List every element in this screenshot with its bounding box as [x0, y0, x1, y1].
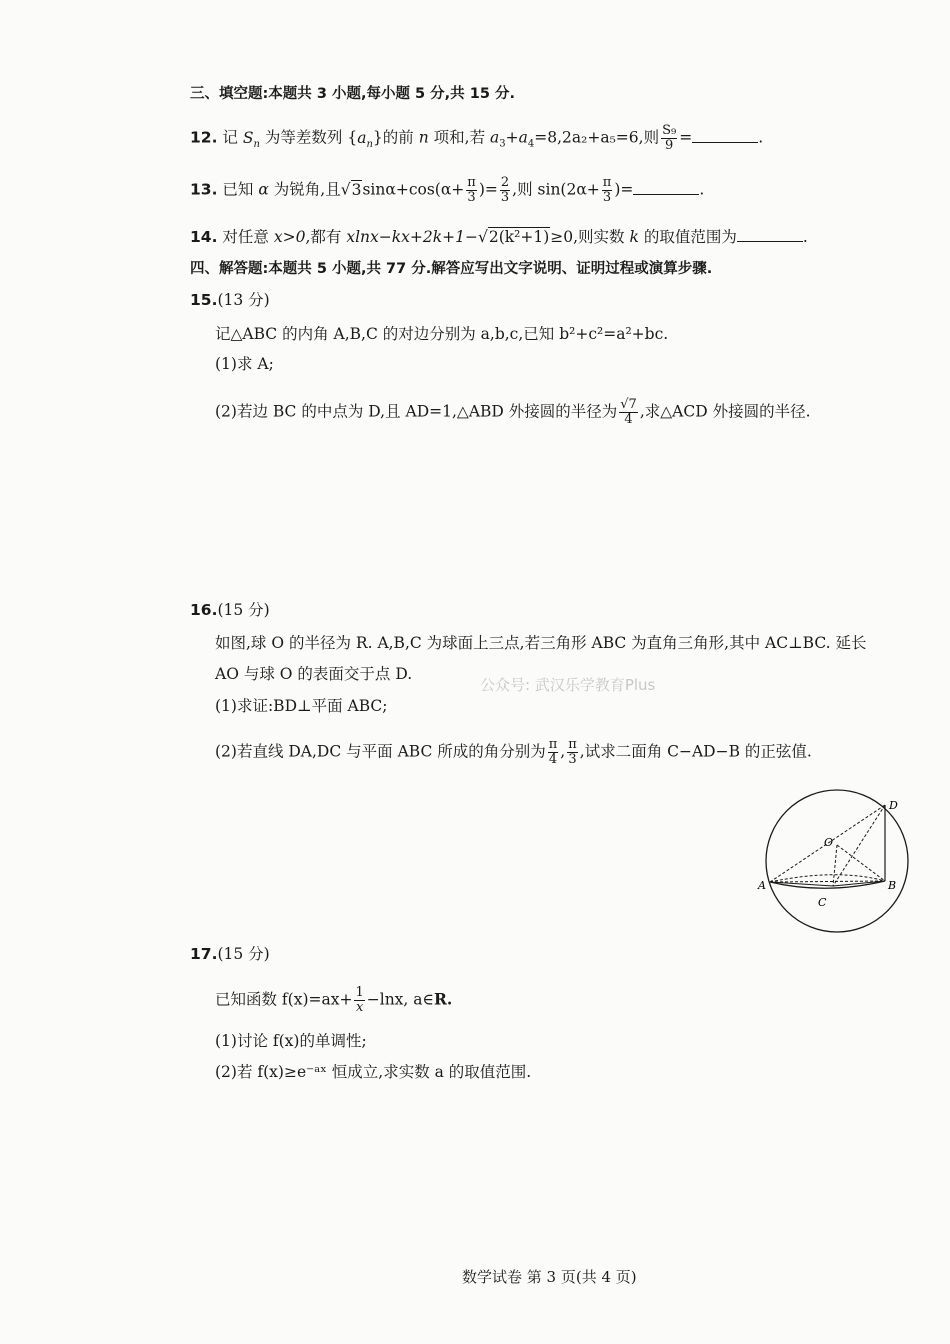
- sqrt: 3: [351, 180, 362, 199]
- answer-blank: [692, 128, 758, 143]
- q13-text: )=: [614, 180, 634, 199]
- q16-stem-1: 如图,球 O 的半径为 R. A,B,C 为球面上三点,若三角形 ABC 为直角三角形,其中 AC⊥BC. 延长: [215, 634, 867, 652]
- score: (13 分): [217, 291, 270, 309]
- section-4-title: 四、解答题:本题共 5 小题,共 77 分.解答应写出文字说明、证明过程或演算步骤.: [190, 261, 713, 277]
- fraction: $\frac{2}{3}$: [500, 175, 510, 205]
- q13-text: 已知: [222, 180, 254, 199]
- q16-part-1: (1)求证:BD⊥平面 ABC;: [215, 697, 388, 715]
- question-number: 17.: [190, 945, 218, 963]
- q15-part-1: (1)求 A;: [215, 355, 274, 373]
- q13-text: ,则 sin(2α+: [512, 180, 600, 199]
- segment-dc: [833, 805, 885, 886]
- q17-part-2: (2)若 f(x)≥e⁻ᵃˣ 恒成立,求实数 a 的取值范围.: [215, 1063, 532, 1081]
- sqrt: 2(k²+1): [488, 228, 550, 246]
- question-13: 13. 已知 α 为锐角,且√3sinα+cos(α+ $\frac{\pi}{3}$ )= $\frac{2}{3}$ ,则 sin(2α+ $\frac{\pi}{3}$ )= .: [190, 175, 705, 205]
- q16-part-2: (2)若直线 DA,DC 与平面 ABC 所成的角分别为 $\frac{\pi}{4}$ , $\frac{\pi}{3}$ ,试求二面角 C−AD−B 的正弦值.: [215, 737, 812, 767]
- q17-part-1: (1)讨论 f(x)的单调性;: [215, 1032, 367, 1050]
- question-number: 14.: [190, 228, 218, 246]
- question-12: 12. 记 $S_n$ 为等差数列 $\{a_n\}$的前 n 项和,若 $a_3+a_4=8,2a_2+a_5=6$,则 $\frac{\text{S₉}}{9}$ = .: [190, 123, 764, 153]
- answer-blank: [737, 227, 803, 242]
- q16-stem-2: AO 与球 O 的表面交于点 D.: [215, 665, 413, 683]
- question-number: 16.: [190, 601, 218, 619]
- question-14: 14. 对任意 x>0,都有 xlnx−kx+2k+1−√2(k²+1)≥0,则实数 k 的取值范围为 .: [190, 228, 808, 246]
- q14-var: k: [629, 228, 639, 246]
- q12-condition: =8,2a₂+a₅=6,则: [534, 128, 660, 147]
- label-d: D: [889, 799, 898, 812]
- segment-ob: [837, 845, 885, 881]
- fraction: $\frac{\pi}{4}$: [548, 737, 558, 767]
- q14-text: 的取值范围为: [643, 228, 737, 246]
- q14-text: ,都有: [305, 228, 342, 246]
- question-number: 15.: [190, 291, 218, 309]
- watermark: 公众号: 武汉乐学教育Plus: [480, 676, 656, 694]
- sphere-figure: [755, 775, 915, 935]
- q14-text: ≥0,则实数: [550, 228, 625, 246]
- question-16-header: [190, 598, 270, 622]
- label-b: B: [888, 879, 897, 892]
- score: (15 分): [217, 601, 270, 619]
- label-o: O: [824, 836, 834, 849]
- q13-text: )=: [478, 180, 498, 199]
- fraction: $\frac{\pi}{3}$: [602, 175, 612, 205]
- q12-text: 为等差数列: [264, 128, 343, 147]
- answer-blank: [633, 180, 699, 195]
- fraction: $\frac{\pi}{3}$: [467, 175, 476, 205]
- q14-condition: x>0: [273, 228, 306, 246]
- question-17-header: [190, 942, 270, 966]
- segment-ab: [770, 881, 885, 882]
- q15-part-2: (2)若边 BC 的中点为 D,且 AD=1,△ABD 外接圆的半径为 $\frac{√7}{4}$ ,求△ACD 外接圆的半径.: [215, 397, 811, 427]
- page-footer: 数学试卷 第 3 页(共 4 页): [462, 1268, 637, 1286]
- segment-oc: [833, 845, 837, 886]
- section-3-title: 三、填空题:本题共 3 小题,每小题 5 分,共 15 分.: [190, 86, 515, 102]
- fraction: $\frac{\pi}{3}$: [568, 737, 577, 767]
- q13-text: 为锐角,且: [273, 180, 341, 199]
- question-number: 13.: [190, 180, 218, 199]
- label-a: A: [758, 879, 766, 892]
- question-number: 12.: [190, 128, 218, 147]
- q14-expression: xlnx−kx+2k+1−: [346, 228, 478, 246]
- q12-text: 的前: [382, 128, 414, 147]
- q14-text: 对任意: [222, 228, 269, 246]
- q17-stem: 已知函数 f(x)=ax+ $\frac{1}{x} -\ln x$, a∈R.: [215, 985, 453, 1015]
- sphere-outline: [766, 790, 908, 932]
- fraction: $\frac{√7}{4}$: [620, 397, 637, 427]
- q15-stem: 记△ABC 的内角 A,B,C 的对边分别为 a,b,c,已知 b²+c²=a²+bc.: [215, 325, 669, 343]
- question-15-header: [190, 288, 270, 312]
- label-c: C: [818, 896, 827, 909]
- q12-text: 记: [222, 128, 238, 147]
- equals: =: [679, 128, 693, 147]
- fraction: $\frac{\text{S₉}}{9}$: [662, 123, 677, 153]
- fraction: $\frac{1}{x}$: [355, 985, 364, 1015]
- q13-text: sinα+cos(α+: [362, 180, 465, 199]
- score: (15 分): [217, 945, 270, 963]
- q12-text: 项和,若: [433, 128, 486, 147]
